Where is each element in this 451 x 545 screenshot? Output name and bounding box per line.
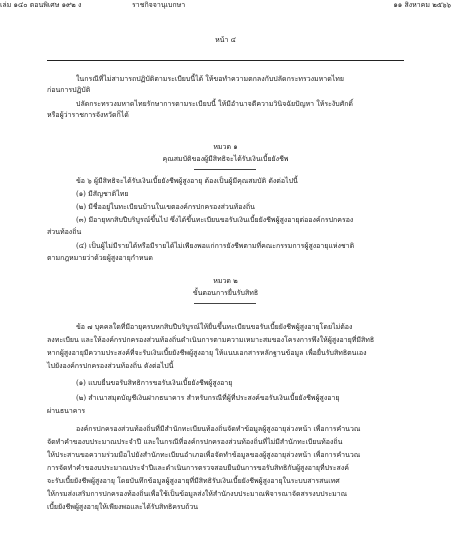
section-line: ผ่านธนาคาร bbox=[47, 407, 86, 415]
gazette-name: ราชกิจจานุเบกษา bbox=[132, 1, 186, 9]
chapter-divider bbox=[194, 169, 256, 170]
section-line: ลงทะเบียน และให้องค์กรปกครองส่วนท้องถิ่นดำเนินการตามความเหมาะสมของโครงการพึงให้ผู้สูงอายุที่มีสิทธิ bbox=[47, 336, 375, 344]
section-line: ให้กรมส่งเสริมการปกครองท้องถิ่นเพื่อใช้เป็นข้อมูลส่งให้สำนักงบประมาณพิจารณาจัดสรรงบประมาณ bbox=[47, 490, 348, 498]
section-line: (๒) มีชื่ออยู่ในทะเบียนบ้านในเขตองค์กรปกครองส่วนท้องถิ่น bbox=[76, 203, 255, 211]
section-line: (๑) แบบยื่นขอรับสิทธิการขอรับเงินเบี้ยยังชีพผู้สูงอายุ bbox=[76, 379, 233, 387]
page-number: หน้า ๔ bbox=[215, 36, 236, 44]
intro-line: ในกรณีที่ไม่สามารถปฏิบัติตามระเบียบนี้ได้ ให้ขอทำความตกลงกับปลัดกระทรวงมหาดไทย bbox=[76, 75, 344, 83]
section-line: (๓) มีอายุหกสิบปีบริบูรณ์ขึ้นไป ซึ่งได้ขึ้นทะเบียนขอรับเงินเบี้ยยังชีพผู้สูงอายุต่อองค์กรปกครอง bbox=[76, 216, 354, 224]
chapter-number: หมวด ๑ bbox=[213, 143, 238, 151]
chapter-title: คุณสมบัติของผู้มีสิทธิจะได้รับเงินเบี้ยยังชีพ bbox=[162, 155, 289, 163]
section-line: จัดทำคำของบประมาณประจำปี และในกรณีที่องค์กรปกครองส่วนท้องถิ่นที่ไม่มีสำนักทะเบียนท้องถิ่น bbox=[47, 438, 343, 446]
section-line: ข้อ ๖ ผู้มีสิทธิจะได้รับเงินเบี้ยยังชีพผู้สูงอายุ ต้องเป็นผู้มีคุณสมบัติ ดังต่อไปนี้ bbox=[76, 177, 298, 185]
section-line: ไปยังองค์กรปกครองส่วนท้องถิ่น ดังต่อไปนี้ bbox=[47, 362, 174, 370]
header-rule bbox=[47, 60, 404, 61]
section-line: (๔) เป็นผู้ไม่มีรายได้หรือมีรายได้ไม่เพียงพอแก่การยังชีพตามที่คณะกรรมการผู้สูงอายุแห่งชาติ bbox=[76, 242, 355, 250]
section-line: ตามกฎหมายว่าด้วยผู้สูงอายุกำหนด bbox=[47, 254, 153, 262]
intro-line: ก่อนการปฏิบัติ bbox=[47, 86, 91, 94]
section-line: หากผู้สูงอายุมีความประสงค์ที่จะรับเงินเบี้ยยังชีพผู้สูงอายุ ให้แนบเอกสารหลักฐานข้อมูล เพื่อยื่นรับสิทธิตนเอง bbox=[47, 349, 367, 357]
section-line: ส่วนท้องถิ่น bbox=[47, 228, 82, 236]
chapter-divider bbox=[194, 303, 256, 304]
section-line: ข้อ ๗ บุคคลใดที่มีอายุครบหกสิบปีบริบูรณ์ให้ยื่นขึ้นทะเบียนขอรับเบี้ยยังชีพผู้สูงอายุโดยไม่ต้อง bbox=[76, 323, 353, 331]
section-line: การจัดทำคำของบประมาณประจำปีและดำเนินการตรวจสอบยืนยันการขอรับสิทธิกับผู้สูงอายุที่ประสงค์ bbox=[47, 464, 349, 472]
intro-line: หรือผู้ว่าราชการจังหวัดก็ได้ bbox=[47, 111, 129, 119]
page-header bbox=[0, 0, 451, 10]
section-line: เบี้ยยังชีพผู้สูงอายุให้เพียงพอและได้รับสิทธิครบถ้วน bbox=[47, 503, 199, 511]
section-line: องค์กรปกครองส่วนท้องถิ่นที่มีสำนักทะเบียนท้องถิ่นจัดทำข้อมูลผู้สูงอายุล่วงหน้า เพื่อการคำนวณ bbox=[76, 425, 361, 433]
section-line: จะรับเบี้ยยังชีพผู้สูงอายุ โดยบันทึกข้อมูลผู้สูงอายุที่มีสิทธิรับเงินเบี้ยยังชีพผู้สูงอายุในระบบสารสนเทศ bbox=[47, 477, 340, 485]
intro-line: ปลัดกระทรวงมหาดไทยรักษาการตามระเบียบนี้ ให้มีอำนาจตีความวินิจฉัยปัญหา ให้ระงับศักดิ์ bbox=[76, 100, 353, 108]
section-line: (๒) สำเนาสมุดบัญชีเงินฝากธนาคาร สำหรับกรณีที่ผู้ที่ประสงค์ขอรับเงินเบี้ยยังชีพผู้สูงอายุ bbox=[76, 394, 340, 402]
chapter-title: ขั้นตอนการยื่นรับสิทธิ bbox=[192, 289, 259, 297]
issue-date: ๑๑ สิงหาคม ๒๕๖๖ bbox=[393, 1, 451, 9]
section-line: ให้ประสานขอความร่วมมือไปยังสำนักทะเบียนอำเภอเพื่อจัดทำข้อมูลของผู้สูงอายุล่วงหน้า เพื่อการคำนวณ bbox=[47, 451, 361, 459]
volume-label: เล่ม ๑๔๐ ตอนพิเศษ ๑๙๒ ง bbox=[0, 1, 82, 9]
section-line: (๑) มีสัญชาติไทย bbox=[76, 190, 129, 198]
chapter-number: หมวด ๒ bbox=[213, 277, 238, 285]
